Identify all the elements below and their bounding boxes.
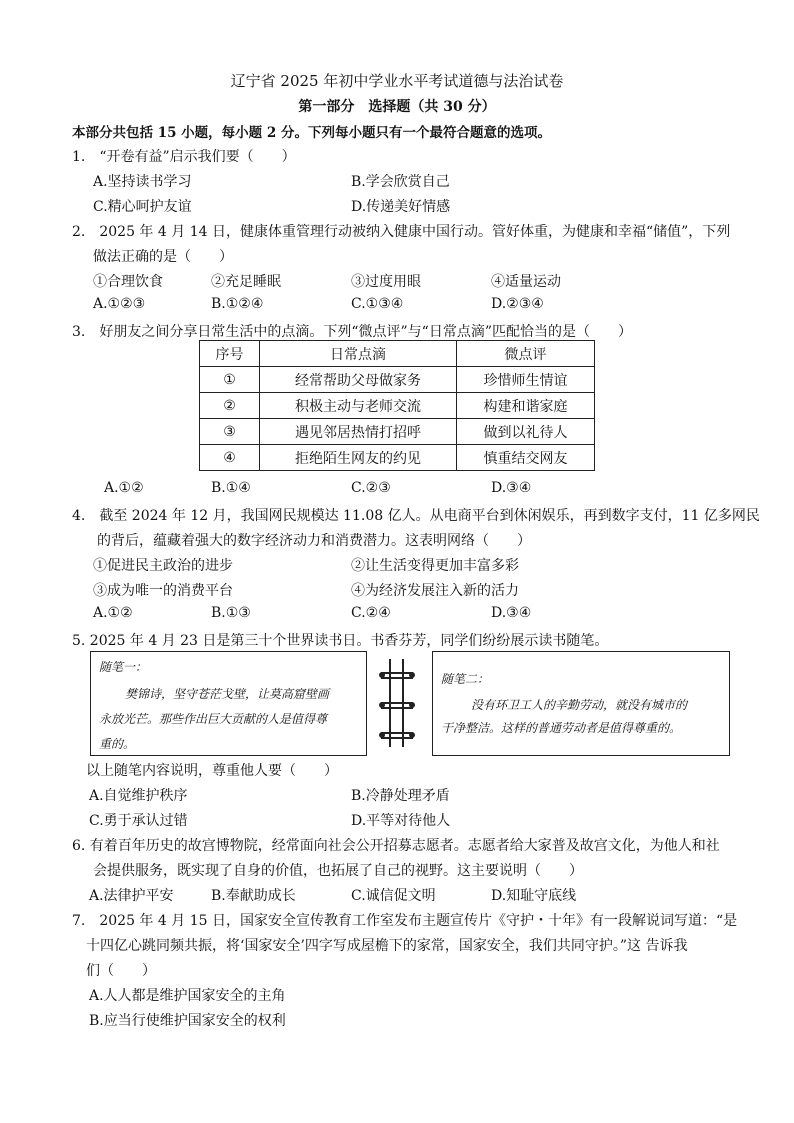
table-header: 微点评	[457, 341, 595, 367]
reading-note-1	[90, 651, 367, 756]
q5-stem: 5. 2025 年 4 月 23 日是第三十个世界读书日。书香芬芳，同学们纷纷展示读书随笔。	[72, 633, 609, 649]
q2-option-c: C.①③④	[351, 296, 404, 312]
q5-option-b: B.冷静处理矛盾	[351, 788, 450, 804]
q6-stem-line2: 会提供服务，既实现了自身的价值，也拓展了自己的视野。这主要说明（ ）	[93, 863, 583, 879]
q7-stem-line2: 十四亿心跳同频共振，将‘国家安全’四字写成屋檐下的家常，国家安全，我们共同守护。”这 告诉我	[86, 938, 688, 954]
table-row	[200, 419, 595, 445]
q6-option-d: D.知耻守底线	[491, 888, 577, 904]
q5-option-c: C.勇于承认过错	[89, 813, 188, 829]
table-cell: ④	[200, 445, 260, 471]
q1-option-a: A.坚持读书学习	[93, 174, 192, 190]
q3-option-c: C.②③	[351, 480, 391, 496]
q1-stem: 1. “开卷有益”启示我们要（ ）	[72, 149, 296, 165]
q2-statement-2: ②充足睡眠	[211, 274, 281, 290]
q2-option-b: B.①②④	[211, 296, 264, 312]
q6-stem-line1: 6. 有着百年历史的故宫博物院，经常面向社会公开招募志愿者。志愿者给大家普及故宫文化，为他人和社	[72, 838, 720, 854]
q7-stem-line1: 7. 2025 年 4 月 15 日，国家安全宣传教育工作室发布主题宣传片《守护・十年》有一段解说词写道：“是	[72, 913, 738, 929]
table-cell: 慎重结交网友	[457, 445, 595, 471]
q7-stem-line3: 们（ ）	[86, 963, 156, 979]
table-header-row	[200, 341, 595, 367]
q2-statement-4: ④适量运动	[491, 274, 561, 290]
table-cell: 拒绝陌生网友的约见	[260, 445, 457, 471]
q2-stem-line2: 做法正确的是（ ）	[93, 249, 233, 265]
q5-option-a: A.自觉维护秩序	[89, 788, 188, 804]
q2-option-a: A.①②③	[93, 296, 146, 312]
table-cell: ③	[200, 419, 260, 445]
table-header: 日常点滴	[260, 341, 457, 367]
q2-stem-line1: 2. 2025 年 4 月 14 日，健康体重管理行动被纳入健康中国行动。管好体重，为健康和幸福“储值”，下列	[72, 224, 731, 240]
q4-statement-1: ①促进民主政治的进步	[93, 558, 233, 574]
reading-note-2	[432, 651, 730, 756]
q3-option-b: B.①④	[211, 480, 251, 496]
q4-stem-line1: 4. 截至 2024 年 12 月，我国网民规模达 11.08 亿人。从电商平台到休闲娱乐，再到数字支付，11 亿多网民	[72, 508, 760, 524]
table-cell: ②	[200, 393, 260, 419]
section-title: 第一部分 选择题（共 30 分）	[298, 99, 496, 115]
table-row	[200, 445, 595, 471]
q5-option-d: D.平等对待他人	[351, 813, 451, 829]
q6-option-c: C.诚信促文明	[351, 888, 436, 904]
q3-option-a: A.①②	[104, 480, 144, 496]
table-row	[200, 393, 595, 419]
q2-option-d: D.②③④	[491, 296, 544, 312]
table-header: 序号	[200, 341, 260, 367]
q6-option-b: B.奉献助成长	[211, 888, 296, 904]
note-1-line: 永放光芒。那些作出巨大贡献的人是值得尊	[99, 712, 328, 726]
q5-question: 以上随笔内容说明，尊重他人要（ ）	[86, 763, 338, 779]
q4-statement-3: ③成为唯一的消费平台	[93, 583, 233, 599]
note-1-line: 重的。	[99, 737, 136, 751]
q2-statement-1: ①合理饮食	[93, 274, 163, 290]
note-2-line: 干净整洁。这样的普通劳动者是值得尊重的。	[441, 721, 682, 735]
q1-option-d: D.传递美好情感	[351, 199, 451, 215]
q4-stem-line2: 的背后，蕴藏着强大的数字经济动力和消费潜力。这表明网络（ ）	[97, 533, 531, 549]
q3-stem: 3. 好朋友之间分享日常生活中的点滴。下列“微点评”与“日常点滴”匹配恰当的是（ ）	[72, 324, 632, 340]
note-1-line: 樊锦诗，坚守苍茫戈壁，让莫高窟壁画	[125, 687, 330, 701]
q2-statement-3: ③过度用眼	[351, 274, 421, 290]
exam-title: 辽宁省 2025 年初中学业水平考试道德与法治试卷	[230, 72, 564, 90]
section-instructions: 本部分共包括 15 小题，每小题 2 分。下列每小题只有一个最符合题意的选项。	[72, 125, 551, 141]
q3-option-d: D.③④	[491, 480, 532, 496]
q1-option-c: C.精心呵护友谊	[93, 199, 192, 215]
table-cell: 积极主动与老师交流	[260, 393, 457, 419]
q4-option-a: A.①②	[93, 605, 133, 621]
q4-statement-2: ②让生活变得更加丰富多彩	[351, 558, 519, 574]
q6-option-a: A.法律护平安	[89, 888, 174, 904]
q7-option-a: A.人人都是维护国家安全的主角	[89, 988, 286, 1004]
q7-option-b: B.应当行使维护国家安全的权利	[89, 1013, 286, 1029]
q4-option-b: B.①③	[211, 605, 251, 621]
table-cell: 经常帮助父母做家务	[260, 367, 457, 393]
binder-rings-icon	[377, 657, 417, 749]
q4-option-d: D.③④	[491, 605, 532, 621]
table-cell: 珍惜师生情谊	[457, 367, 595, 393]
table-row	[200, 367, 595, 393]
q1-option-b: B.学会欣赏自己	[351, 174, 450, 190]
note-1-heading: 随笔一：	[99, 660, 148, 674]
q4-option-c: C.②④	[351, 605, 391, 621]
note-2-heading: 随笔二：	[441, 672, 490, 686]
q4-statement-4: ④为经济发展注入新的活力	[351, 583, 519, 599]
table-cell: 做到以礼待人	[457, 419, 595, 445]
table-cell: 遇见邻居热情打招呼	[260, 419, 457, 445]
table-cell: 构建和谐家庭	[457, 393, 595, 419]
note-2-line: 没有环卫工人的辛勤劳动，就没有城市的	[471, 698, 688, 712]
table-cell: ①	[200, 367, 260, 393]
q3-table	[199, 340, 595, 471]
